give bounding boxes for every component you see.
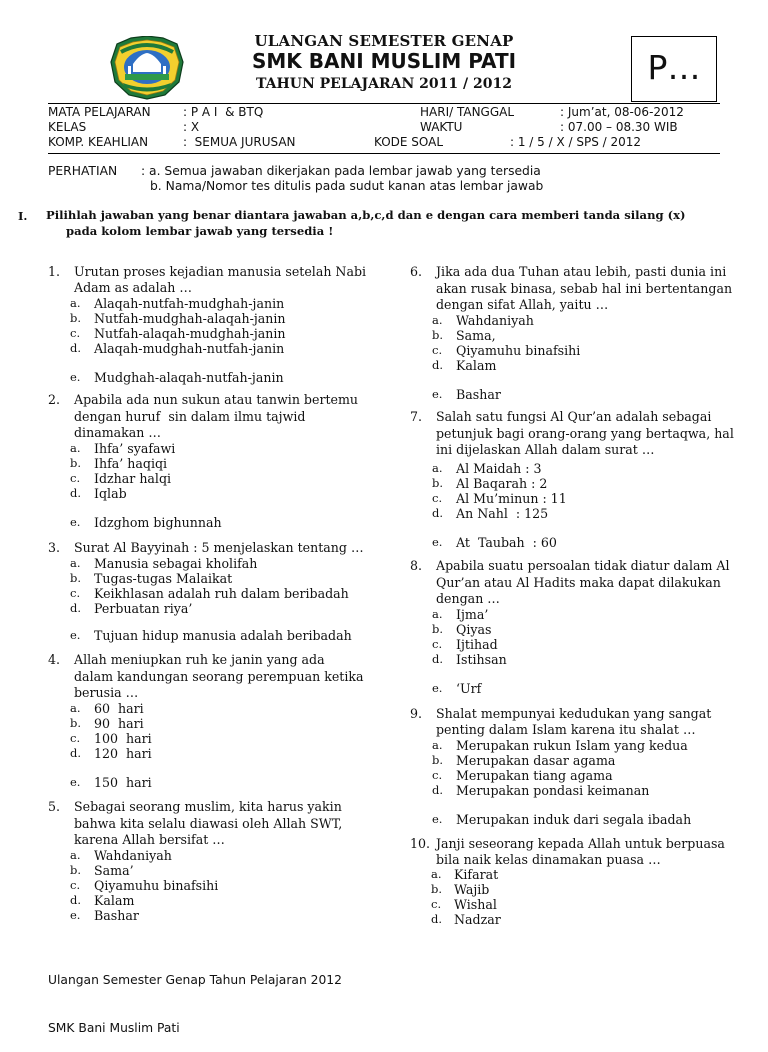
option-letter: d. [70,341,82,355]
option-text: Sama, [456,328,496,343]
option-text: Alaqah-nutfah-mudghah-janin [94,296,285,311]
option-letter: a. [432,461,443,475]
question-number: 9. [410,706,423,721]
option-text: Wahdaniyah [94,848,172,863]
option-text: Keikhlasan adalah ruh dalam beribadah [94,586,349,601]
option-text: Iqlab [94,486,127,501]
option-letter: c. [70,731,81,745]
question-number: 10. [410,836,431,851]
option-text: Qiyas [456,622,492,637]
question-text-line: Sebagai seorang muslim, kita harus yakin [74,799,342,814]
option-text: Perbuatan riya’ [94,601,193,616]
option-text: Kifarat [454,867,499,882]
option-letter: e. [70,908,81,922]
option-letter: a. [432,607,443,621]
option-letter: b. [432,476,444,490]
question-text-line: Janji seseorang kepada Allah untuk berpuasa [436,836,725,851]
option-text: Mudghah-alaqah-nutfah-janin [94,370,284,385]
option-letter: a. [431,867,442,881]
option-text: At Taubah : 60 [456,535,557,550]
option-text: Ijma’ [456,607,489,622]
option-text: ‘Urf [456,681,482,696]
info-label-subject: MATA PELAJARAN [48,105,151,119]
option-text: Nadzar [454,912,501,927]
question-text-line: Shalat mempunyai kedudukan yang sangat [436,706,712,721]
option-text: Al Baqarah : 2 [456,476,548,491]
question-text-line: Surat Al Bayyinah : 5 menjelaskan tentang … [74,540,364,555]
option-text: Sama’ [94,863,134,878]
option-letter: a. [70,701,81,715]
footer [48,940,342,1052]
option-letter: e. [432,387,443,401]
option-letter: a. [70,556,81,570]
question-text-line: berusia … [74,685,139,700]
option-text: Kalam [456,358,497,373]
option-text: Al Mu’minun : 11 [456,491,567,506]
notice-line-a: : a. Semua jawaban dikerjakan pada lembar jawab yang tersedia [141,164,541,178]
option-letter: b. [431,882,443,896]
option-text: Merupakan rukun Islam yang kedua [456,738,688,753]
question-text-line: ini dijelaskan Allah dalam surat … [436,442,655,457]
option-text: Bashar [456,387,501,402]
option-text: Istihsan [456,652,507,667]
option-text: Wishal [454,897,497,912]
option-letter: e. [70,515,81,529]
question-text-line: dengan sifat Allah, yaitu … [436,297,609,312]
option-text: 60 hari [94,701,144,716]
question-text-line: akan rusak binasa, sebab hal ini bertentangan [436,280,733,296]
option-text: Merupakan tiang agama [456,768,613,783]
option-letter: a. [432,738,443,752]
option-letter: b. [432,622,444,636]
question-text-line: dinamakan … [74,425,162,440]
option-text: Kalam [94,893,135,908]
info-label-date: HARI/ TANGGAL [420,105,515,119]
info-value-time: : 07.00 – 08.30 WIB [560,120,678,134]
question-text-line: Jika ada dua Tuhan atau lebih, pasti dunia ini [436,264,727,279]
question-number: 3. [48,540,61,555]
option-letter: c. [432,637,443,651]
info-value-date: : Jum’at, 08-06-2012 [560,105,684,119]
info-value-code: : 1 / 5 / X / SPS / 2012 [510,135,642,149]
school-name: SMK BANI MUSLIM PATI [251,49,517,73]
option-letter: e. [432,681,443,695]
option-text: Idzghom bighunnah [94,515,222,530]
question-text-line: bila naik kelas dinamakan puasa … [436,852,661,867]
option-text: Tujuan hidup manusia adalah beribadah [94,628,352,643]
question-text-line: Apabila suatu persoalan tidak diatur dalam Al [436,558,730,573]
option-text: Merupakan induk dari segala ibadah [456,812,692,827]
info-value-subject: : P A I & BTQ [183,105,264,119]
question-number: 6. [410,264,423,279]
question-text-line: dengan … [436,591,500,606]
option-text: Manusia sebagai kholifah [94,556,258,571]
option-text: An Nahl : 125 [456,506,549,521]
option-letter: b. [70,456,82,470]
option-letter: d. [70,746,82,760]
info-value-major: : SEMUA JURUSAN [183,135,296,149]
option-letter: b. [432,328,444,342]
question-number: 5. [48,799,61,814]
option-letter: e. [70,628,81,642]
option-letter: c. [432,491,443,505]
question-text-line: Apabila ada nun sukun atau tanwin bertemu [74,392,359,407]
info-label-major: KOMP. KEAHLIAN [48,135,149,149]
notice-line-b: b. Nama/Nomor tes ditulis pada sudut kanan atas lembar jawab [150,179,544,193]
option-letter: c. [70,471,81,485]
option-text: Wahdaniyah [456,313,534,328]
question-text-line: dengan huruf sin dalam ilmu tajwid [74,408,306,424]
option-text: Merupakan dasar agama [456,753,616,768]
option-letter: d. [432,652,444,666]
code-box: P… [631,36,717,102]
question-number: 8. [410,558,423,573]
header-divider [48,103,720,104]
question-text-line: dalam kandungan seorang perempuan ketika [74,668,364,684]
question-text-line: Qur’an atau Al Hadits maka dapat dilakukan [436,574,721,590]
option-letter: b. [70,571,82,585]
section-number: I. [18,209,28,223]
option-letter: b. [70,311,82,325]
question-text-line: penting dalam Islam karena itu shalat … [436,722,696,737]
option-letter: d. [70,601,82,615]
info-divider [48,153,720,154]
question-number: 4. [48,652,61,667]
option-text: Tugas-tugas Malaikat [94,571,233,586]
option-text: Ihfa’ syafawi [94,441,176,456]
question-text-line: Urutan proses kejadian manusia setelah Nabi [74,264,367,279]
option-letter: b. [432,753,444,767]
option-letter: e. [432,535,443,549]
instruction-line-1: Pilihlah jawaban yang benar diantara jawaban a,b,c,d dan e dengan cara memberi tanda silang (x) [46,208,686,222]
option-letter: c. [432,343,443,357]
option-text: Al Maidah : 3 [456,461,542,476]
question-text-line: Adam as adalah … [74,280,192,295]
option-letter: b. [70,863,82,877]
option-letter: c. [70,586,81,600]
option-text: Nutfah-alaqah-mudghah-janin [94,326,286,341]
footer-line-2: SMK Bani Muslim Pati [48,1021,180,1035]
option-letter: b. [70,716,82,730]
option-letter: d. [431,912,443,926]
info-label-code: KODE SOAL [374,135,444,149]
option-letter: e. [70,775,81,789]
info-value-class: : X [183,120,200,134]
option-letter: a. [70,441,81,455]
option-text: 150 hari [94,775,152,790]
option-text: Wajib [454,882,490,897]
option-text: Alaqah-mudghah-nutfah-janin [94,341,285,356]
exam-title: ULANGAN SEMESTER GENAP [254,32,514,50]
option-text: Ihfa’ haqiqi [94,456,168,471]
option-text: Ijtihad [456,637,498,652]
question-text-line: karena Allah bersifat … [74,832,225,847]
option-letter: e. [70,370,81,384]
option-text: 120 hari [94,746,152,761]
option-letter: d. [70,893,82,907]
option-text: Nutfah-mudghah-alaqah-janin [94,311,286,326]
instruction-line-2: pada kolom lembar jawab yang tersedia ! [66,224,334,238]
question-number: 7. [410,409,423,424]
info-label-class: KELAS [48,120,87,134]
option-text: 100 hari [94,731,152,746]
option-letter: a. [432,313,443,327]
info-label-time: WAKTU [420,120,463,134]
question-number: 2. [48,392,61,407]
question-text-line: Salah satu fungsi Al Qur’an adalah sebagai [436,409,712,424]
option-text: Bashar [94,908,139,923]
option-text: Qiyamuhu binafsihi [456,343,581,358]
academic-year: TAHUN PELAJARAN 2011 / 2012 [256,76,512,92]
question-text-line: bahwa kita selalu diawasi oleh Allah SWT, [74,815,343,831]
option-text: Merupakan pondasi keimanan [456,783,650,798]
option-letter: a. [70,296,81,310]
option-letter: a. [70,848,81,862]
option-text: Idzhar halqi [94,471,172,486]
option-letter: c. [432,768,443,782]
question-text-line: petunjuk bagi orang-orang yang bertaqwa, hal [436,425,734,441]
option-letter: c. [431,897,442,911]
option-letter: d. [432,506,444,520]
option-text: 90 hari [94,716,144,731]
section-instruction [46,207,746,239]
option-text: Qiyamuhu binafsihi [94,878,219,893]
question-text-line: Allah meniupkan ruh ke janin yang ada [74,652,325,667]
option-letter: c. [70,326,81,340]
option-letter: d. [70,486,82,500]
question-number: 1. [48,264,61,279]
option-letter: e. [432,812,443,826]
option-letter: c. [70,878,81,892]
footer-line-1: Ulangan Semester Genap Tahun Pelajaran 2012 [48,973,342,987]
option-letter: d. [432,358,444,372]
option-letter: d. [432,783,444,797]
notice-label: PERHATIAN [48,164,118,178]
